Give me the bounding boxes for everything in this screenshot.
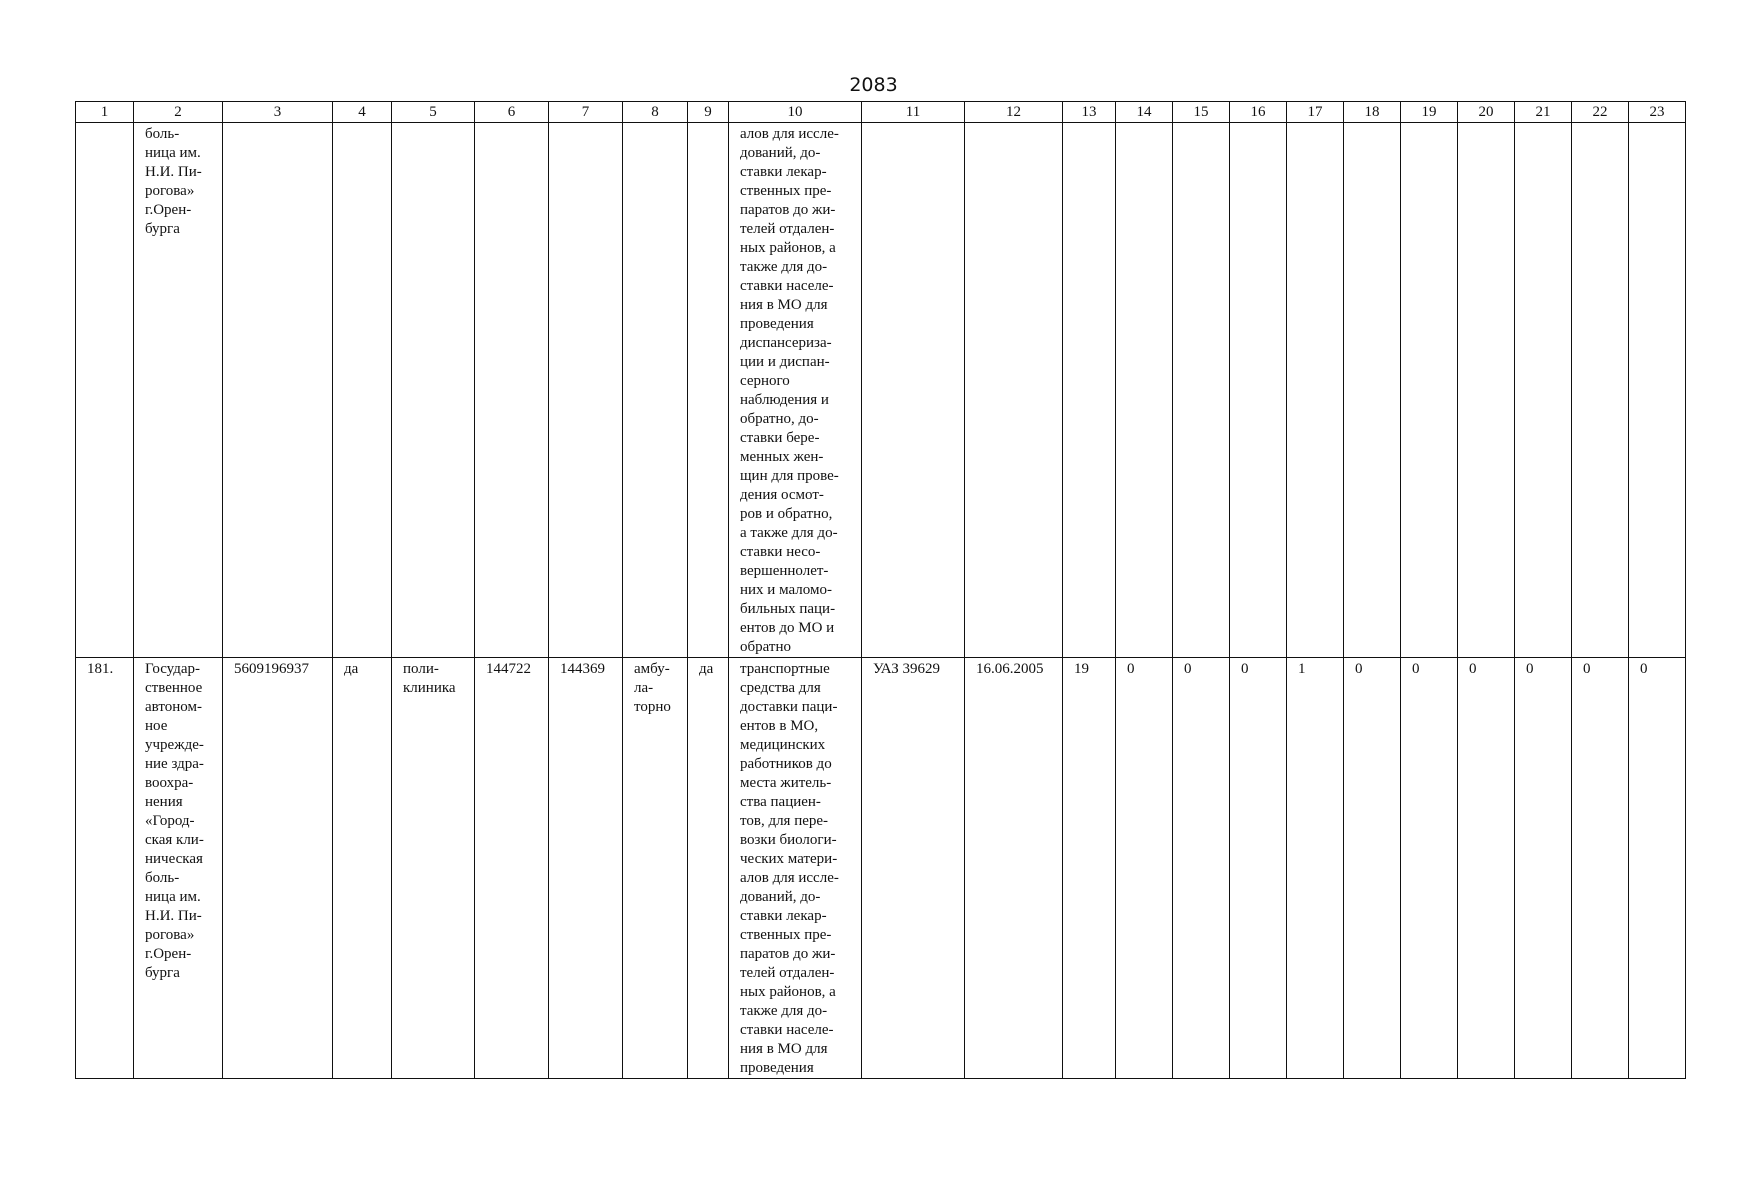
table-cell [1572,123,1629,658]
table-cell [1063,123,1116,658]
table-cell [1401,123,1458,658]
column-header: 19 [1401,102,1458,123]
table-cell: 19 [1063,658,1116,1079]
table-cell: амбу- ла- торно [623,658,688,1079]
column-header: 21 [1515,102,1572,123]
table-cell: 0 [1344,658,1401,1079]
column-number-row [76,102,1686,123]
table-cell [1230,123,1287,658]
table-cell: поли- клиника [392,658,475,1079]
table-cell: 1 [1287,658,1344,1079]
column-header: 16 [1230,102,1287,123]
table-cell: 0 [1230,658,1287,1079]
table-cell [549,123,623,658]
table-cell [392,123,475,658]
table-cell [688,123,729,658]
table-cell [1458,123,1515,658]
table-cell: 0 [1572,658,1629,1079]
column-header: 13 [1063,102,1116,123]
table-cell: 5609196937 [223,658,333,1079]
table-cell [1173,123,1230,658]
table-cell: боль- ница им. Н.И. Пи- рогова» г.Орен- бурга [134,123,223,658]
column-header: 3 [223,102,333,123]
table-cell: Государ- ственное автоном- ное учрежде- ние здра- воохра- нения «Город- ская кли- ническая боль- ница им. Н.И. Пи- рогова» г.Орен- бурга [134,658,223,1079]
column-header: 23 [1629,102,1686,123]
column-header: 4 [333,102,392,123]
table-cell: да [688,658,729,1079]
column-header: 1 [76,102,134,123]
table-cell: 0 [1515,658,1572,1079]
column-header: 5 [392,102,475,123]
table-cell: 181. [76,658,134,1079]
table-row [76,123,1686,658]
column-header: 12 [965,102,1063,123]
table-cell [862,123,965,658]
column-header: 17 [1287,102,1344,123]
table-cell [333,123,392,658]
table-cell [475,123,549,658]
column-header: 8 [623,102,688,123]
table-cell: 144369 [549,658,623,1079]
column-header: 14 [1116,102,1173,123]
table-cell [623,123,688,658]
table-cell [1344,123,1401,658]
table-cell [1116,123,1173,658]
table-cell: 0 [1116,658,1173,1079]
table-cell: 0 [1458,658,1515,1079]
table-cell: 0 [1173,658,1230,1079]
table-cell: 144722 [475,658,549,1079]
table-cell [1515,123,1572,658]
column-header: 9 [688,102,729,123]
table-cell: 0 [1629,658,1686,1079]
table-cell [1287,123,1344,658]
column-header: 18 [1344,102,1401,123]
column-header: 6 [475,102,549,123]
column-header: 22 [1572,102,1629,123]
column-header: 11 [862,102,965,123]
table-cell: да [333,658,392,1079]
table-cell [1629,123,1686,658]
table-cell [965,123,1063,658]
column-header: 10 [729,102,862,123]
column-header: 15 [1173,102,1230,123]
column-header: 20 [1458,102,1515,123]
table-cell: транспортные средства для доставки паци- ентов в МО, медицинских работников до места житель- ства пациен- тов, для пере- возки биологи- ческих матери- алов для иссле- дований, до- ставки лекар- ственных пре- паратов до жи- телей отдален- ных районов, а также для до- ставки населе- ния в МО для проведения [729,658,862,1079]
table-cell: УАЗ 39629 [862,658,965,1079]
table-cell: 16.06.2005 [965,658,1063,1079]
table-cell: алов для иссле- дований, до- ставки лекар- ственных пре- паратов до жи- телей отдален- ных районов, а также для до- ставки населе- ния в МО для проведения диспансериза- ции и диспан- серного наблюдения и обратно, до- ставки бере- менных жен- щин для прове- дения осмот- ров и обратно, а также для до- ставки несо- вершеннолет- них и маломо- бильных паци- ентов до МО и обратно [729,123,862,658]
table-cell: 0 [1401,658,1458,1079]
table-cell [223,123,333,658]
table-row [76,658,1686,1079]
column-header: 2 [134,102,223,123]
data-table [75,101,1686,1079]
column-header: 7 [549,102,623,123]
page-number: 2083 [849,74,898,96]
table-cell [76,123,134,658]
